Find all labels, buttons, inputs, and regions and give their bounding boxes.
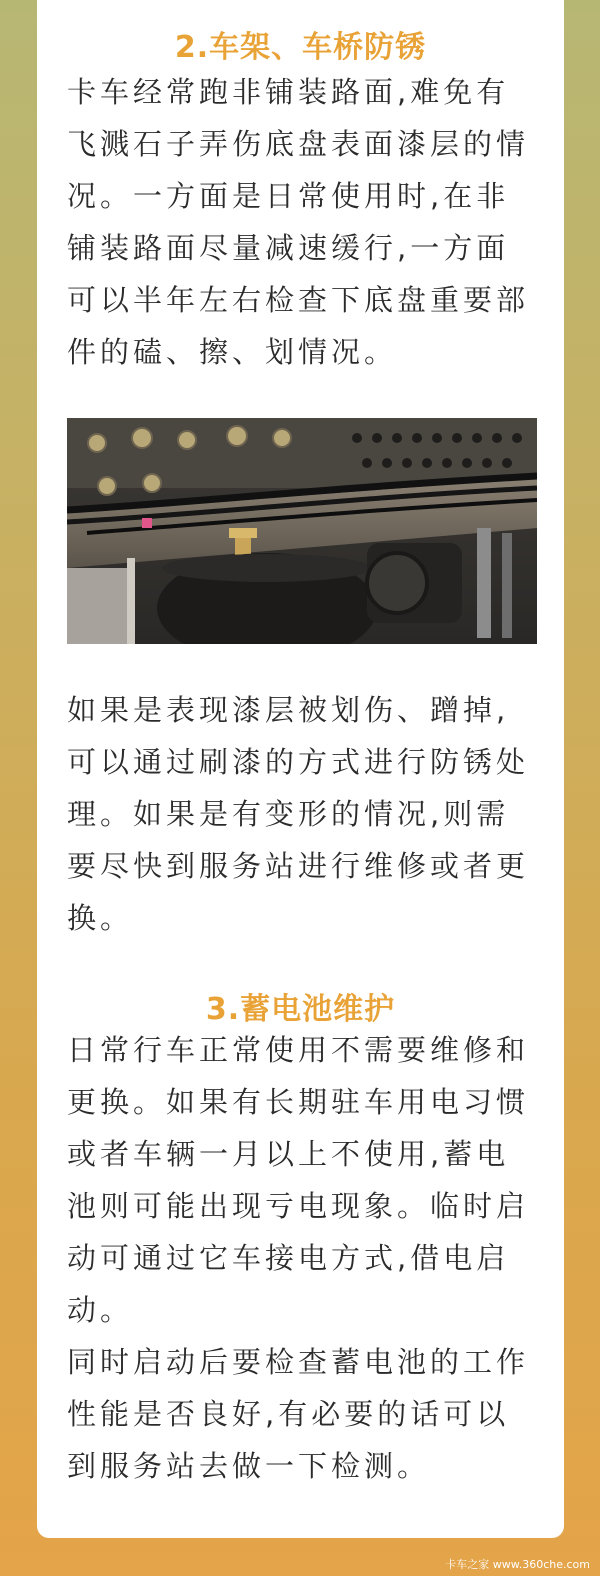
chassis-photo: [67, 418, 537, 644]
article-card: [37, 0, 564, 1538]
section-2-paragraph-2: 如果是表现漆层被划伤、蹭掉,可以通过刷漆的方式进行防锈处理。如果是有变形的情况,则需要尽快到服务站进行维修或者更换。: [67, 693, 530, 935]
section-2-heading: 2.车架、车桥防锈: [174, 30, 427, 65]
chassis-image: [67, 418, 537, 644]
section-3-paragraph-1: 日常行车正常使用不需要维修和更换。如果有长期驻车用电习惯或者车辆一月以上不使用,蓄电池则可能出现亏电现象。临时启动可通过它车接电方式,借电启动。: [67, 1033, 530, 1327]
section-3-paragraph-2: 同时启动后要检查蓄电池的工作性能是否良好,有必要的话可以到服务站去做一下检测。: [67, 1345, 530, 1483]
section-3-heading: 3.蓄电池维护: [205, 992, 396, 1027]
watermark: 卡车之家 www.360che.com: [445, 1558, 590, 1571]
section-2-paragraph-1: 卡车经常跑非铺装路面,难免有飞溅石子弄伤底盘表面漆层的情况。一方面是日常使用时,在非铺装路面尽量减速缓行,一方面可以半年左右检查下底盘重要部件的磕、擦、划情况。: [67, 75, 530, 369]
